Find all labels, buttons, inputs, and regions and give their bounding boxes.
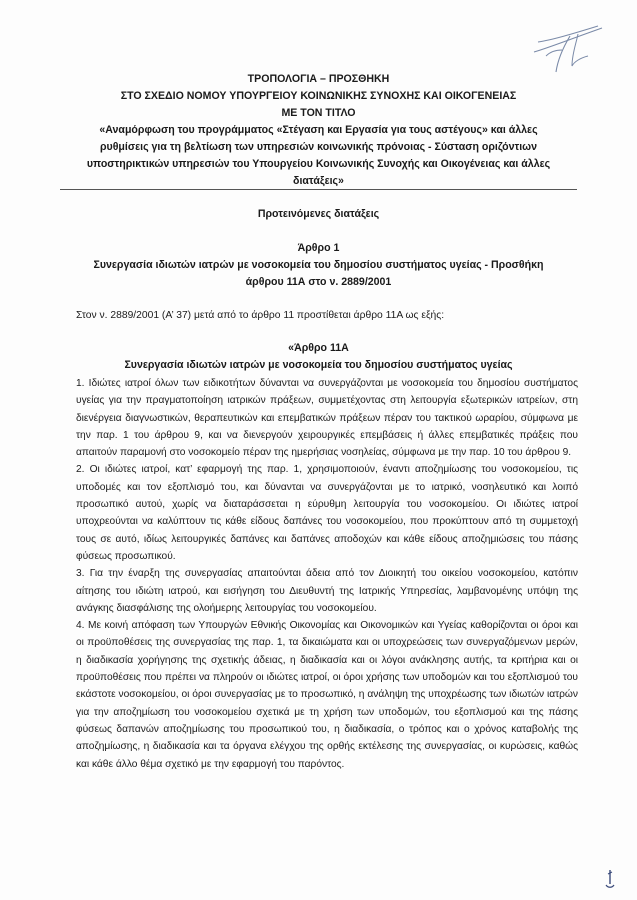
document-header <box>60 71 577 190</box>
paragraph-1: 1. Ιδιώτες ιατροί όλων των ειδικοτήτων δύνανται να συνεργάζονται με νοσοκομεία του δημοσίου συστήματος υγείας για την πραγματοποίηση ιατρικών πράξεων, συμμετέχοντας στη λειτουργία εξωτερικών ιατρείων, στη διενέργεια διαγνωστικών, θεραπευτικών και επεμβατικών πράξεων πέραν του τακτικού ωραρίου, σύμφωνα με την παρ. 1 του άρθρου 9, και να διενεργούν χειρουργικές επεμβάσεις ή άλλες επεμβατικές πράξεις που απαιτούν παραμονή στο νοσοκομείο πέραν της ημερήσιας νοσηλείας, σύμφωνα με την παρ. 10 του άρθρου 9. <box>76 378 578 459</box>
header-bill-reference: ΣΤΟ ΣΧΕΔΙΟ ΝΟΜΟΥ ΥΠΟΥΡΓΕΙΟΥ ΚΟΙΝΩΝΙΚΗΣ ΣΥΝΟΧΗΣ ΚΑΙ ΟΙΚΟΓΕΝΕΙΑΣ <box>120 90 517 102</box>
header-title: ΤΡΟΠΟΛΟΓΙΑ – ΠΡΟΣΘΗΚΗ <box>247 73 390 85</box>
article-number: Άρθρο 1 <box>297 242 340 254</box>
paragraph-4: 4. Με κοινή απόφαση των Υπουργών Εθνικής Οικονομίας και Οικονομικών και Υγείας καθορίζονται οι όροι και οι προϋποθέσεις της συνεργασίας της παρ. 1, τα δικαιώματα και οι υποχρεώσεις των συνεργαζόμενων μερών, η διαδικασία χορήγησης της σχετικής άδειας, η διαδικασία και οι λόγοι ανάκλησης αυτής, τα κριτήρια και οι προϋποθέσεις που πρέπει να πληρούν οι ιδιώτες ιατροί, οι όροι χρήσης των υποδομών και του εξοπλισμού του εκάστοτε νοσοκομείου, οι όροι συνεργασίας με το προσωπικό, η ανάληψη της υποχρέωσης των ιδιωτών ιατρών για την αποζημίωση του νοσοκομείου σχετικά με τη χρήση των υποδομών, του εξοπλισμού και της πάσης φύσεως δαπανών αποζημίωσης του προσωπικού του, η διαδικασία, ο τρόπος και ο χρόνος καταβολής της αποζημίωσης, η διαδικασία και τα όργανα ελέγχου της ορθής εκτέλεσης της συνεργασίας, οι κυρώσεις, καθώς και κάθε άλλο θέμα σχετικό με την εφαρμογή του παρόντος. <box>76 620 578 770</box>
paragraph-3: 3. Για την έναρξη της συνεργασίας απαιτούνται άδεια από τον Διοικητή του οικείου νοσοκομείου, κατόπιν αίτησης του ιδιώτη ιατρού, και εισήγηση του Διευθυντή της Ιατρικής Υπηρεσίας, λαμβανομένης υπόψη της ανάγκης διασφάλισης της ολοήμερης λειτουργίας του νοσοκομείου. <box>76 568 578 614</box>
article-title-line: Συνεργασία ιδιωτών ιατρών με νοσοκομεία του δημοσίου συστήματος υγείας - Προσθήκη <box>93 259 544 271</box>
header-title-label: ΜΕ ΤΟΝ ΤΙΤΛΟ <box>281 107 356 119</box>
intro-paragraph: Στον ν. 2889/2001 (Α’ 37) μετά από το άρθρο 11 προστίθεται άρθρο 11Α ως εξής: <box>76 310 445 321</box>
new-article-title: Συνεργασία ιδιωτών ιατρών με νοσοκομεία του δημοσίου συστήματος υγείας <box>124 359 513 371</box>
header-divider <box>60 189 577 190</box>
handwritten-signature <box>528 22 606 76</box>
page-mark-icon <box>603 868 617 890</box>
header-bill-title-line: διατάξεις» <box>293 175 344 187</box>
article-body <box>76 375 578 773</box>
article-title-line: άρθρου 11Α στο ν. 2889/2001 <box>245 276 392 288</box>
header-bill-title-line: «Αναμόρφωση του προγράμματος «Στέγαση και Εργασία για τους αστέγους» και άλλες <box>99 124 538 136</box>
header-bill-title-line: ρυθμίσεις για τη βελτίωση των υπηρεσιών κοινωνικής πρόνοιας - Σύσταση οριζόντιων <box>99 141 538 153</box>
header-bill-title-line: υποστηρικτικών υπηρεσιών του Υπουργείου Κοινωνικής Συνοχής και Οικογένειας και άλλες <box>86 158 551 170</box>
new-article-number: «Άρθρο 11Α <box>288 342 349 354</box>
proposed-provisions-heading: Προτεινόμενες διατάξεις <box>257 208 380 220</box>
paragraph-2: 2. Οι ιδιώτες ιατροί, κατ’ εφαρμογή της παρ. 1, χρησιμοποιούν, έναντι αποζημίωσης του νοσοκομείου, τις υποδομές και τον εξοπλισμό του, και δύνανται να συνεργάζονται με το ιατρικό, νοσηλευτικό και λοιπό προσωπικό αυτού, χωρίς να διαταράσσεται η εύρυθμη λειτουργία του νοσοκομείου. Οι ιδιώτες ιατροί υποχρεούνται να καλύπτουν τις κάθε είδους δαπάνες του νοσοκομείου, που προκύπτουν από τη συμμετοχή τους σε αυτό, ιδίως λειτουργικές δαπάνες και δαπάνες αποδοχών και κάθε είδους αποζημιώσεις του πάσης φύσεως προσωπικού. <box>76 464 578 562</box>
